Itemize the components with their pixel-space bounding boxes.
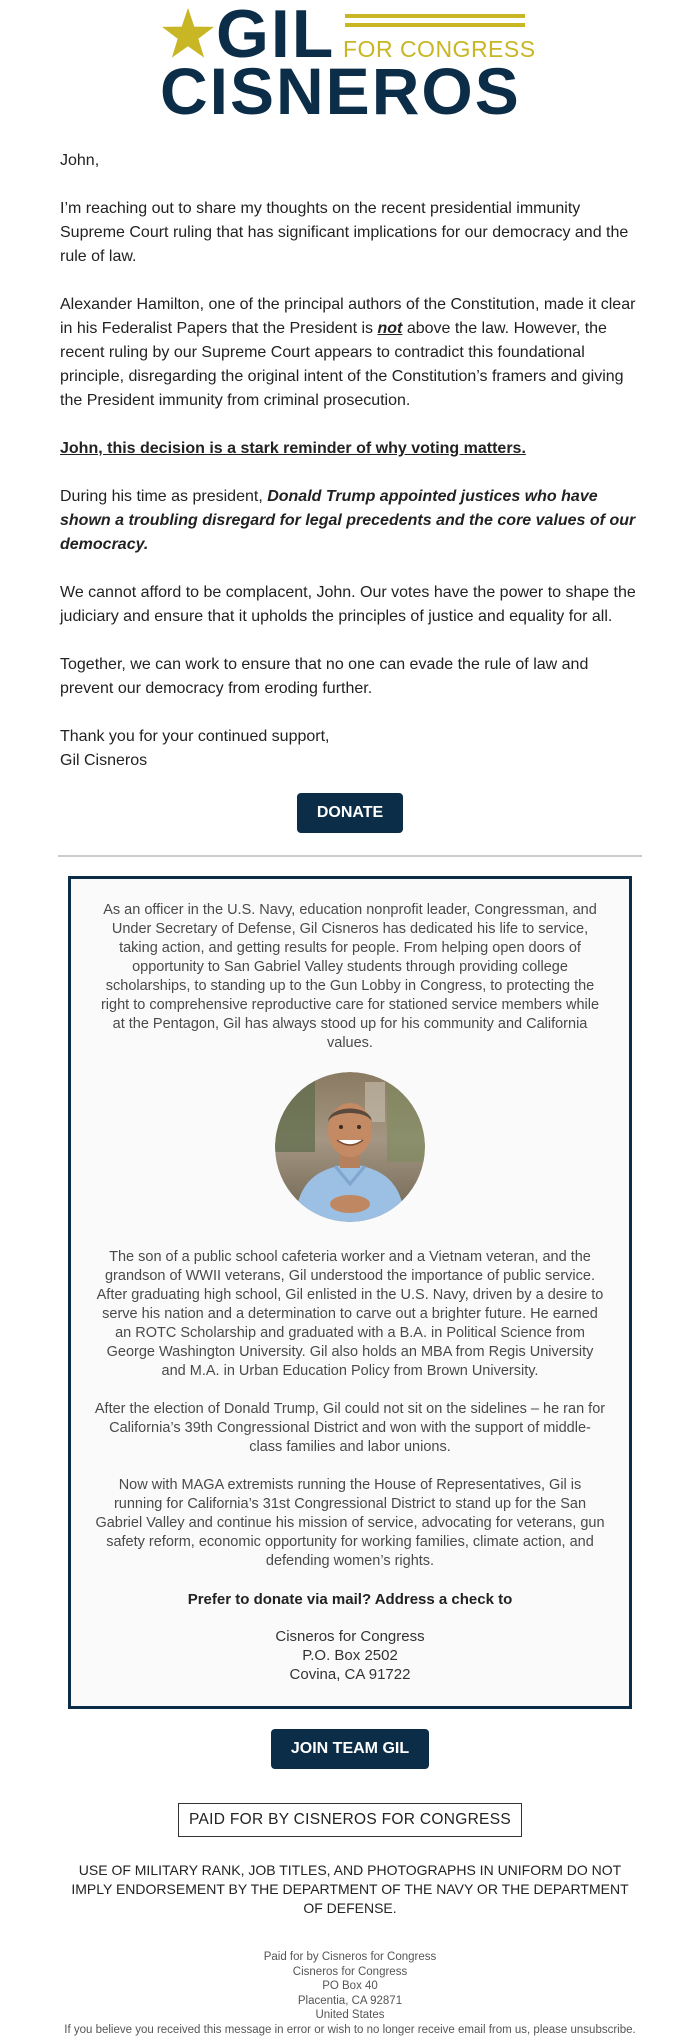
candidate-photo (275, 1072, 425, 1222)
letter-paragraph-1: I’m reaching out to share my thoughts on the recent presidential immunity Supreme Court ruling that has significant implications for our democracy and the rule of law. (60, 197, 640, 269)
letter-callout: John, this decision is a stark reminder of why voting matters. (60, 437, 640, 461)
logo-tagline: FOR CONGRESS (343, 36, 536, 63)
bio-paragraph-3: After the election of Donald Trump, Gil could not sit on the sidelines – he ran for California’s 39th Congressional District and won with the support of middle-class families and labor unions. (93, 1400, 607, 1457)
paid-for-box: PAID FOR BY CISNEROS FOR CONGRESS (178, 1803, 522, 1837)
military-disclaimer: USE OF MILITARY RANK, JOB TITLES, AND PHOTOGRAPHS IN UNIFORM DO NOT IMPLY ENDORSEMENT BY THE DEPARTMENT OF THE NAVY OR THE DEPARTMENT OF DEFENSE. (68, 1861, 632, 1918)
mail-address-line: Cisneros for Congress (93, 1627, 607, 1646)
closing: Thank you for your continued support, (60, 728, 330, 745)
donate-button[interactable]: DONATE (297, 793, 403, 833)
footer (60, 1950, 640, 2037)
mail-address (93, 1627, 607, 1684)
unsubscribe-suffix: . (633, 2024, 636, 2036)
letter-paragraph-6: Together, we can work to ensure that no one can evade the rule of law and prevent our democracy from eroding further. (60, 653, 640, 701)
letter-paragraph-5: We cannot afford to be complacent, John. Our votes have the power to shape the judiciary and ensure that it upholds the principles of justice and equality for all. (60, 581, 640, 629)
footer-line: Paid for by Cisneros for Congress (60, 1950, 640, 1965)
bio-paragraph-4: Now with MAGA extremists running the House of Representatives, Gil is running for California’s 31st Congressional District to stand up for the San Gabriel Valley and continue his mission of service, advocating for veterans, gun safety reform, economic opportunity for working families, climate action, and defending women’s rights. (93, 1476, 607, 1571)
mail-address-line: Covina, CA 91722 (93, 1665, 607, 1684)
p2-emphasis: not (378, 320, 403, 337)
p4-text-a: During his time as president, (60, 488, 267, 505)
unsubscribe-link[interactable]: unsubscribe (571, 2024, 633, 2036)
p2-text-a: Alexander Hamilton, one of the principal authors of the Constitution, made it clear in his Federalist Papers that the President is (60, 296, 635, 337)
logo-gold-lines (345, 14, 525, 32)
signoff (60, 725, 640, 773)
bio-paragraph-1: As an officer in the U.S. Navy, education nonprofit leader, Congressman, and Under Secretary of Defense, Gil Cisneros has dedicated his life to service, taking action, and getting results for people. From helping open doors of opportunity to San Gabriel Valley students through providing college scholarships, to standing up to the Gun Lobby in Congress, to protecting the right to comprehensive reproductive care for stationed service members while at the Pentagon, Gil has always stood up for his community and California values. (93, 901, 607, 1053)
bio-box (68, 876, 632, 1709)
mail-address-line: P.O. Box 2502 (93, 1646, 607, 1665)
mail-donation-heading: Prefer to donate via mail? Address a check to (93, 1590, 607, 1609)
footer-line: PO Box 40 (60, 1979, 640, 1994)
greeting: John, (60, 149, 640, 173)
logo-name-top: GIL (216, 0, 335, 68)
unsubscribe-prefix: If you believe you received this message in error or wish to no longer receive email from us, please (64, 2024, 570, 2036)
divider (58, 855, 642, 857)
signature: Gil Cisneros (60, 752, 147, 769)
letter-paragraph-2 (60, 293, 640, 413)
bio-paragraph-2: The son of a public school cafeteria worker and a Vietnam veteran, and the grandson of WWII veterans, Gil understood the importance of public service. After graduating high school, Gil enlisted in the U.S. Navy, driven by a desire to serve his nation and a determination to carve out a brighter future. He earned an ROTC Scholarship and graduated with a B.A. in Political Science from George Washington University. Gil also holds an MBA from Regis University and M.A. in Urban Education Policy from Brown University. (93, 1248, 607, 1381)
footer-line: Cisneros for Congress (60, 1965, 640, 1980)
footer-line: United States (60, 2008, 640, 2023)
p2-text-b: above the law. However, the recent ruling by our Supreme Court appears to contradict this foundational principle, disregarding the original intent of the Constitution’s framers and giving the President immunity from criminal prosecution. (60, 320, 624, 409)
join-team-button[interactable]: JOIN TEAM GIL (271, 1729, 429, 1769)
p4-emphasis: Donald Trump appointed justices who have shown a troubling disregard for legal precedents and the core values of our democracy. (60, 488, 635, 553)
letter-paragraph-4 (60, 485, 640, 557)
campaign-logo (160, 0, 540, 135)
footer-line: Placentia, CA 92871 (60, 1994, 640, 2009)
letter-body (60, 149, 640, 773)
star-icon (162, 8, 214, 58)
logo-name-bottom: CISNEROS (160, 58, 521, 124)
